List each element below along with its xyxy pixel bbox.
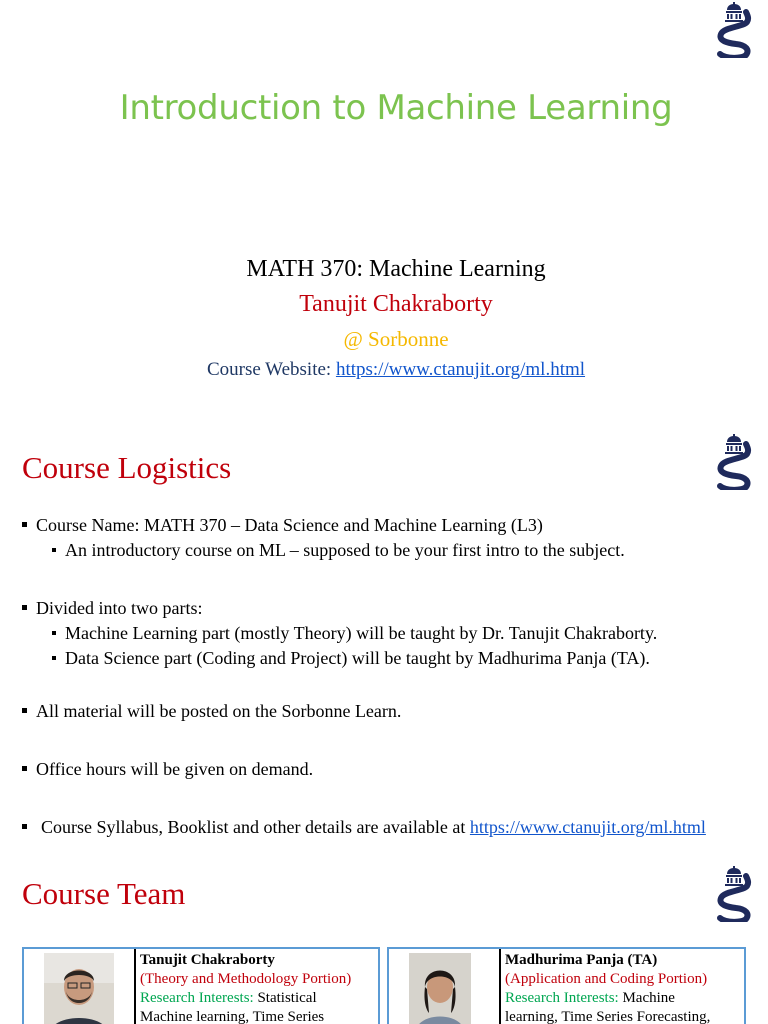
syllabus-link[interactable]: https://www.ctanujit.org/ml.html (469, 817, 706, 837)
interests-text: Machine (622, 990, 675, 1006)
title-slide (0, 0, 768, 424)
bullet-square-icon (52, 631, 56, 635)
member-interests (140, 989, 378, 1008)
course-website-label: Course Website: (206, 359, 332, 380)
instructor-name: Tanujit Chakraborty (299, 291, 493, 317)
interests-text-cont: learning, Time Series Forecasting, (505, 1009, 711, 1024)
sorbonne-logo-icon (716, 2, 752, 58)
bullet-office-hours (22, 757, 313, 782)
bullet-text: Data Science part (Coding and Project) will be taught by Madhurima Panja (TA). (65, 648, 650, 668)
bullet-square-icon (22, 605, 27, 610)
interests-label: Research Interests: (140, 990, 254, 1006)
instructor-photo (44, 953, 114, 1024)
member-name: Tanujit Chakraborty (140, 952, 275, 968)
bullet-text: Divided into two parts: (36, 598, 203, 618)
interests-text-cont: Machine learning, Time Series (140, 1009, 325, 1024)
bullet-square-icon (22, 708, 27, 713)
slide-title: Introduction to Machine Learning (119, 88, 673, 128)
photo-column (24, 949, 136, 1024)
interests-label: Research Interests: (505, 990, 619, 1006)
interests-text: Statistical (257, 990, 317, 1006)
bullet-square-icon (52, 656, 56, 660)
sorbonne-logo-icon (716, 866, 752, 922)
course-website-line (0, 359, 768, 381)
bullet-text: Machine Learning part (mostly Theory) will be taught by Dr. Tanujit Chakraborty. (65, 623, 658, 643)
member-portion: (Theory and Methodology Portion) (140, 971, 352, 987)
member-name: Madhurima Panja (TA) (505, 952, 658, 968)
bullet-course-name (22, 513, 543, 538)
bullet-square-icon (52, 548, 56, 552)
bullet-text: Course Name: MATH 370 – Data Science and Machine Learning (L3) (36, 515, 543, 535)
bullet-text: Course Syllabus, Booklist and other details are available at (41, 817, 466, 837)
team-heading: Course Team (22, 876, 186, 911)
sorbonne-logo-icon (716, 434, 752, 490)
photo-column (389, 949, 501, 1024)
course-website-link[interactable]: https://www.ctanujit.org/ml.html (335, 359, 586, 380)
bullet-square-icon (22, 824, 27, 829)
logistics-heading: Course Logistics (22, 450, 232, 485)
member-portion: (Application and Coding Portion) (505, 971, 708, 987)
bullet-ds-part (52, 646, 650, 671)
ta-photo (409, 953, 471, 1024)
bullet-text: An introductory course on ML – supposed to be your first intro to the subject. (65, 540, 625, 560)
instructor-info (140, 951, 378, 1024)
team-card-instructor (22, 947, 380, 1024)
bullet-syllabus (22, 815, 706, 840)
ta-info (505, 951, 743, 1024)
bullet-material (22, 699, 401, 724)
bullet-divided (22, 596, 202, 621)
bullet-course-intro (52, 538, 625, 563)
bullet-square-icon (22, 522, 27, 527)
member-interests (505, 989, 743, 1008)
logistics-slide (0, 424, 768, 848)
course-title: MATH 370: Machine Learning (246, 256, 546, 282)
bullet-text: Office hours will be given on demand. (36, 759, 314, 779)
bullet-text: All material will be posted on the Sorbonne Learn. (36, 701, 402, 721)
affiliation: @ Sorbonne (343, 327, 449, 351)
bullet-ml-part (52, 621, 657, 646)
bullet-square-icon (22, 766, 27, 771)
team-slide (0, 848, 768, 1024)
team-card-ta (387, 947, 746, 1024)
